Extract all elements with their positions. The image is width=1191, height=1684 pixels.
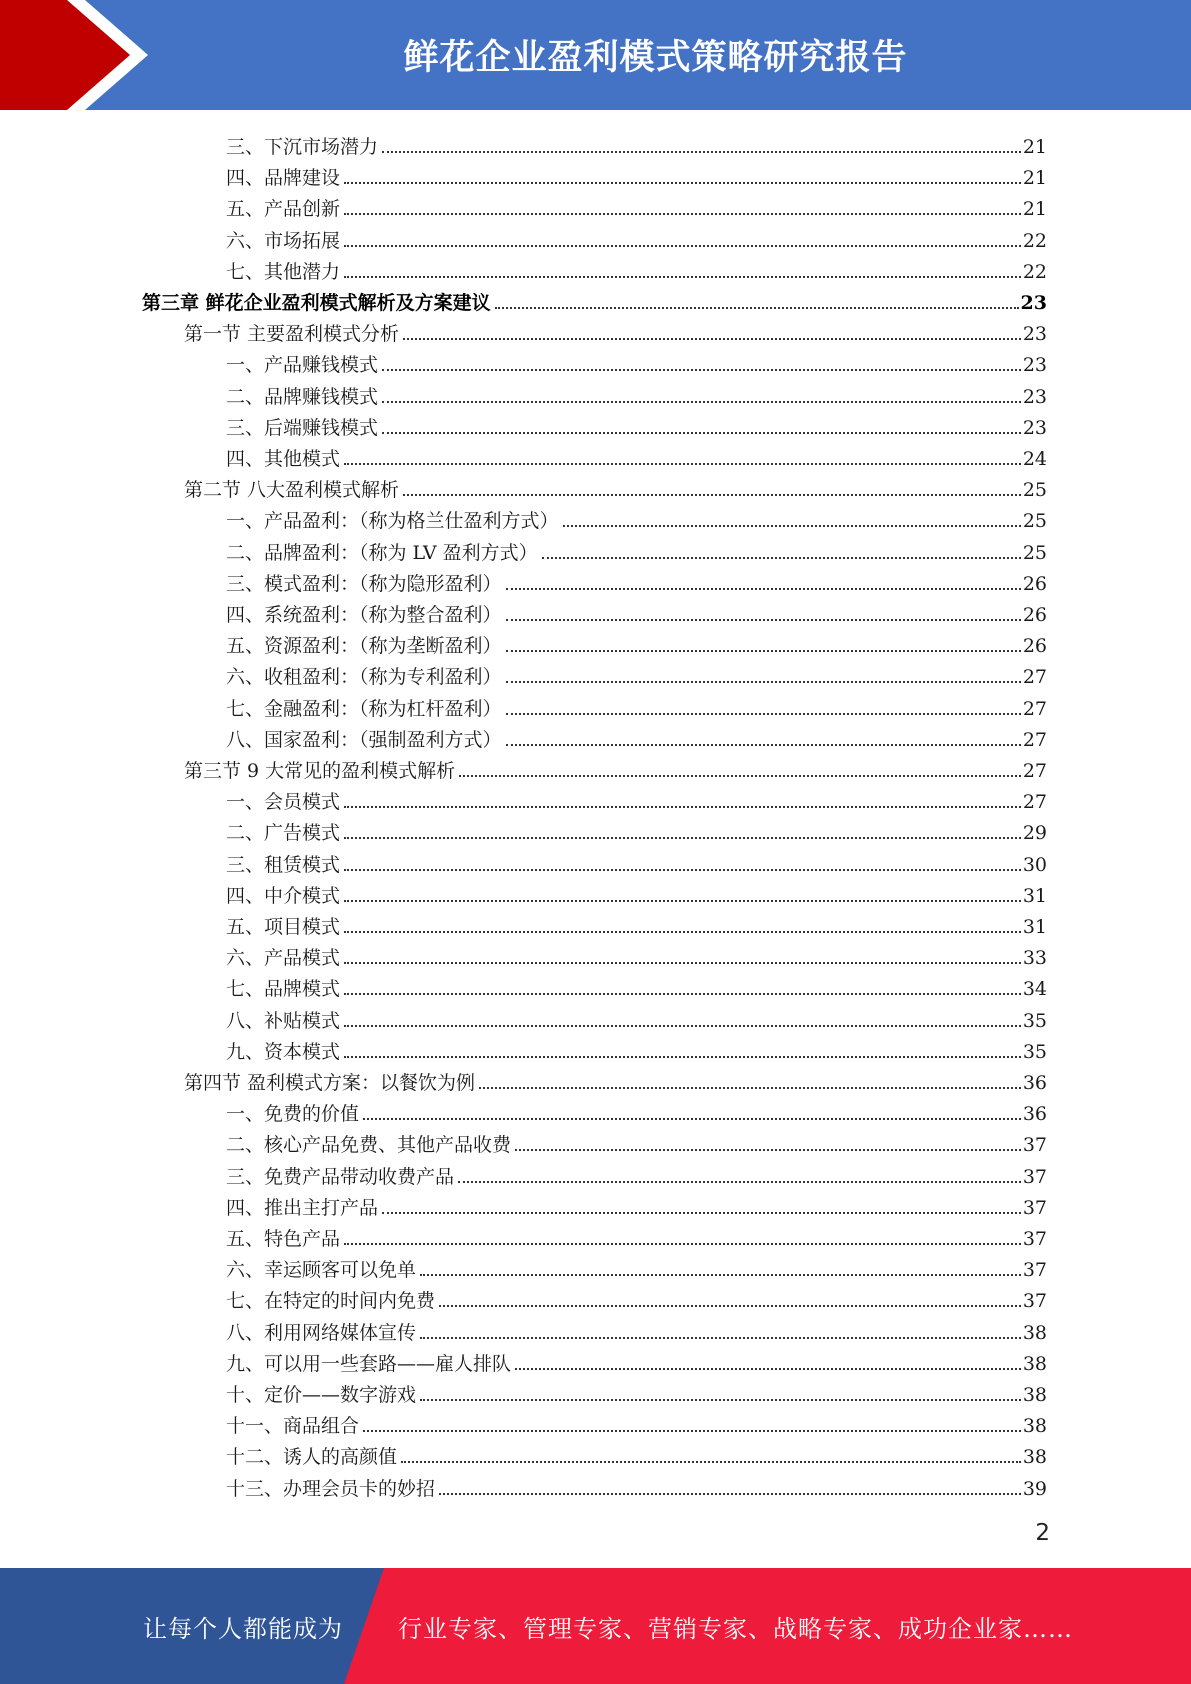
toc-entry[interactable] bbox=[226, 657, 1047, 688]
toc-dot-leader bbox=[344, 931, 1021, 933]
toc-entry-title: 十三、办理会员卡的妙招 bbox=[226, 1477, 436, 1500]
toc-entry[interactable] bbox=[226, 938, 1047, 969]
toc-entry-page: 22 bbox=[1022, 229, 1047, 252]
toc-entry-page: 37 bbox=[1022, 1196, 1047, 1219]
toc-entry-title: 七、其他潜力 bbox=[226, 260, 341, 283]
toc-entry[interactable] bbox=[226, 1250, 1047, 1281]
toc-entry[interactable] bbox=[226, 813, 1047, 844]
toc-entry-page: 23 bbox=[1020, 292, 1047, 314]
toc-entry-title: 一、产品盈利：（称为格兰仕盈利方式） bbox=[226, 510, 559, 533]
toc-entry-title: 五、产品创新 bbox=[226, 198, 341, 221]
toc-entry[interactable] bbox=[226, 1032, 1047, 1063]
toc-entry[interactable] bbox=[226, 782, 1047, 813]
toc-dot-leader bbox=[506, 744, 1021, 746]
toc-dot-leader bbox=[459, 775, 1021, 777]
toc-entry-page: 27 bbox=[1022, 791, 1047, 814]
toc-entry-page: 31 bbox=[1022, 884, 1047, 907]
toc-entry[interactable] bbox=[226, 1219, 1047, 1250]
toc-entry[interactable] bbox=[226, 1375, 1047, 1406]
footer-slogan-right: 行业专家、管理专家、营销专家、战略专家、成功企业家…… bbox=[398, 1614, 1073, 1643]
toc-entry-page: 36 bbox=[1022, 1103, 1047, 1126]
toc-entry[interactable] bbox=[226, 1469, 1047, 1500]
toc-entry-page: 29 bbox=[1022, 822, 1047, 845]
toc-dot-leader bbox=[344, 1056, 1021, 1058]
toc-entry-page: 38 bbox=[1022, 1415, 1047, 1438]
toc-entry-title: 六、幸运顾客可以免单 bbox=[226, 1259, 417, 1282]
toc-entry-page: 37 bbox=[1022, 1228, 1047, 1250]
toc-entry[interactable] bbox=[226, 1344, 1047, 1375]
toc-dot-leader bbox=[344, 276, 1021, 278]
toc-entry-title: 七、在特定的时间内免费 bbox=[226, 1290, 436, 1313]
toc-entry-page: 33 bbox=[1022, 947, 1047, 970]
toc-entry-page: 37 bbox=[1022, 1134, 1047, 1157]
toc-entry-title: 五、项目模式 bbox=[226, 916, 341, 938]
toc-entry-page: 38 bbox=[1022, 1446, 1047, 1469]
toc-dot-leader bbox=[439, 1305, 1021, 1307]
toc-entry-page: 26 bbox=[1022, 572, 1047, 595]
toc-entry-page: 27 bbox=[1022, 697, 1047, 720]
toc-dot-leader bbox=[344, 993, 1021, 995]
toc-entry-page: 38 bbox=[1022, 1352, 1047, 1375]
toc-entry[interactable] bbox=[142, 283, 1047, 314]
toc-entry-page: 37 bbox=[1022, 1290, 1047, 1313]
toc-entry-title: 六、产品模式 bbox=[226, 947, 341, 970]
toc-dot-leader bbox=[420, 1337, 1021, 1339]
toc-entry-page: 21 bbox=[1022, 198, 1047, 221]
toc-entry-page: 21 bbox=[1022, 136, 1047, 158]
toc-dot-leader bbox=[344, 900, 1021, 902]
toc-entry[interactable] bbox=[184, 470, 1047, 501]
toc-entry-title: 四、品牌建设 bbox=[226, 167, 341, 190]
toc-entry[interactable] bbox=[226, 969, 1047, 1000]
toc-dot-leader bbox=[344, 869, 1021, 871]
toc-entry[interactable] bbox=[226, 1281, 1047, 1312]
toc-dot-leader bbox=[515, 1149, 1021, 1151]
toc-dot-leader bbox=[382, 432, 1021, 434]
toc-entry[interactable] bbox=[226, 626, 1047, 657]
toc-dot-leader bbox=[382, 1212, 1021, 1214]
toc-entry-page: 25 bbox=[1022, 541, 1047, 564]
toc-dot-leader bbox=[401, 1461, 1021, 1463]
page-header bbox=[0, 0, 1191, 110]
toc-entry-title: 十、定价——数字游戏 bbox=[226, 1384, 417, 1406]
toc-entry-title: 三、模式盈利：（称为隐形盈利） bbox=[226, 572, 502, 595]
toc-entry-title: 八、利用网络媒体宣传 bbox=[226, 1321, 417, 1344]
toc-entry-page: 31 bbox=[1022, 916, 1047, 938]
toc-entry-title: 三、租赁模式 bbox=[226, 853, 341, 876]
toc-entry-page: 24 bbox=[1022, 448, 1047, 470]
toc-entry-title: 第三章 鲜花企业盈利模式解析及方案建议 bbox=[142, 292, 491, 314]
toc-dot-leader bbox=[420, 1399, 1021, 1401]
toc-entry-page: 37 bbox=[1022, 1165, 1047, 1188]
toc-entry-page: 23 bbox=[1022, 416, 1047, 439]
toc-entry[interactable] bbox=[226, 876, 1047, 907]
toc-entry-title: 七、金融盈利：（称为杠杆盈利） bbox=[226, 697, 502, 720]
toc-entry-page: 30 bbox=[1022, 853, 1047, 876]
page-number: 2 bbox=[1035, 1520, 1050, 1546]
toc-entry-title: 十一、商品组合 bbox=[226, 1415, 360, 1438]
toc-entry-page: 35 bbox=[1022, 1009, 1047, 1032]
toc-entry-title: 二、广告模式 bbox=[226, 822, 341, 845]
toc-dot-leader bbox=[506, 713, 1021, 715]
toc-entry-title: 六、市场拓展 bbox=[226, 229, 341, 252]
toc-entry-page: 25 bbox=[1022, 479, 1047, 502]
toc-entry-page: 35 bbox=[1022, 1040, 1047, 1063]
toc-dot-leader bbox=[506, 650, 1021, 652]
toc-entry[interactable] bbox=[226, 1157, 1047, 1188]
toc-entry-title: 四、中介模式 bbox=[226, 884, 341, 907]
toc-dot-leader bbox=[542, 557, 1021, 559]
toc-entry[interactable] bbox=[226, 501, 1047, 532]
toc-entry[interactable] bbox=[226, 689, 1047, 720]
toc-entry-page: 34 bbox=[1022, 978, 1047, 1001]
toc-dot-leader bbox=[403, 494, 1021, 496]
toc-entry-title: 二、核心产品免费、其他产品收费 bbox=[226, 1134, 512, 1157]
toc-entry[interactable] bbox=[226, 533, 1047, 564]
toc-dot-leader bbox=[563, 525, 1021, 527]
toc-dot-leader bbox=[439, 1493, 1021, 1495]
toc-entry-title: 第一节 主要盈利模式分析 bbox=[184, 323, 400, 346]
toc-entry[interactable] bbox=[226, 595, 1047, 626]
toc-entry-title: 三、下沉市场潜力 bbox=[226, 136, 379, 158]
toc-dot-leader bbox=[344, 837, 1021, 839]
toc-entry-page: 22 bbox=[1022, 260, 1047, 283]
toc-entry[interactable] bbox=[226, 1094, 1047, 1125]
toc-entry-title: 第三节 9 大常见的盈利模式解析 bbox=[184, 760, 456, 782]
toc-dot-leader bbox=[506, 588, 1021, 590]
toc-dot-leader bbox=[344, 182, 1021, 184]
toc-entry[interactable] bbox=[226, 1313, 1047, 1344]
toc-entry-title: 二、品牌盈利：（称为 LV 盈利方式） bbox=[226, 541, 538, 564]
toc-dot-leader bbox=[344, 213, 1021, 215]
toc-entry-title: 第四节 盈利模式方案：以餐饮为例 bbox=[184, 1072, 476, 1094]
toc-entry-page: 23 bbox=[1022, 323, 1047, 346]
toc-dot-leader bbox=[344, 806, 1021, 808]
toc-entry-title: 一、产品赚钱模式 bbox=[226, 354, 379, 377]
toc-entry-page: 25 bbox=[1022, 510, 1047, 533]
toc-dot-leader bbox=[363, 1118, 1021, 1120]
toc-entry-page: 21 bbox=[1022, 167, 1047, 190]
toc-entry-title: 七、品牌模式 bbox=[226, 978, 341, 1001]
toc-dot-leader bbox=[515, 1368, 1021, 1370]
toc-entry[interactable] bbox=[226, 127, 1047, 158]
toc-entry-title: 六、收租盈利：（称为专利盈利） bbox=[226, 666, 502, 689]
toc-entry[interactable] bbox=[226, 345, 1047, 376]
toc-entry[interactable] bbox=[226, 377, 1047, 408]
toc-entry[interactable] bbox=[184, 751, 1047, 782]
toc-entry-page: 36 bbox=[1022, 1072, 1047, 1094]
toc-entry-title: 九、资本模式 bbox=[226, 1040, 341, 1063]
toc-entry-page: 27 bbox=[1022, 728, 1047, 751]
toc-entry[interactable] bbox=[184, 1063, 1047, 1094]
toc-entry-title: 五、资源盈利：（称为垄断盈利） bbox=[226, 635, 502, 658]
toc-entry-title: 三、免费产品带动收费产品 bbox=[226, 1165, 455, 1188]
toc-entry-title: 一、会员模式 bbox=[226, 791, 341, 814]
toc-entry-title: 四、推出主打产品 bbox=[226, 1196, 379, 1219]
toc-entry-title: 八、补贴模式 bbox=[226, 1009, 341, 1032]
toc-dot-leader bbox=[363, 1430, 1021, 1432]
toc-dot-leader bbox=[495, 307, 1019, 309]
toc-dot-leader bbox=[403, 338, 1021, 340]
toc-entry-page: 23 bbox=[1022, 385, 1047, 408]
toc-entry[interactable] bbox=[226, 1188, 1047, 1219]
footer-slogan-left: 让每个人都能成为 bbox=[143, 1614, 343, 1643]
toc-entry[interactable] bbox=[226, 1001, 1047, 1032]
toc-entry-page: 27 bbox=[1022, 666, 1047, 689]
toc-dot-leader bbox=[382, 151, 1021, 153]
toc-entry[interactable] bbox=[226, 158, 1047, 189]
toc-entry-title: 五、特色产品 bbox=[226, 1228, 341, 1250]
toc-entry-page: 26 bbox=[1022, 604, 1047, 626]
toc-entry[interactable] bbox=[226, 189, 1047, 220]
toc-entry-title: 第二节 八大盈利模式解析 bbox=[184, 479, 400, 502]
toc-dot-leader bbox=[382, 401, 1021, 403]
toc-entry-page: 37 bbox=[1022, 1259, 1047, 1282]
toc-entry[interactable] bbox=[226, 408, 1047, 439]
toc-entry-title: 八、国家盈利：（强制盈利方式） bbox=[226, 728, 502, 751]
toc-entry[interactable] bbox=[184, 314, 1047, 345]
toc-entry-page: 39 bbox=[1022, 1477, 1047, 1500]
toc-entry-title: 四、其他模式 bbox=[226, 448, 341, 470]
toc-entry-page: 27 bbox=[1022, 760, 1047, 782]
toc-entry[interactable] bbox=[226, 845, 1047, 876]
toc-dot-leader bbox=[458, 1181, 1021, 1183]
toc-entry[interactable] bbox=[226, 720, 1047, 751]
toc-entry[interactable] bbox=[226, 1125, 1047, 1156]
toc-dot-leader bbox=[344, 962, 1021, 964]
toc-entry[interactable] bbox=[226, 564, 1047, 595]
toc-entry-page: 26 bbox=[1022, 635, 1047, 658]
toc-dot-leader bbox=[344, 463, 1021, 465]
toc-dot-leader bbox=[420, 1274, 1021, 1276]
toc-dot-leader bbox=[344, 1243, 1021, 1245]
toc-dot-leader bbox=[344, 1025, 1021, 1027]
toc-dot-leader bbox=[506, 619, 1021, 621]
toc-entry[interactable] bbox=[226, 252, 1047, 283]
document-title: 鲜花企业盈利模式策略研究报告 bbox=[403, 38, 908, 78]
toc-entry-title: 九、可以用一些套路——雇人排队 bbox=[226, 1352, 512, 1375]
toc-entry[interactable] bbox=[226, 439, 1047, 470]
page-footer bbox=[0, 1568, 1191, 1684]
toc-entry-title: 三、后端赚钱模式 bbox=[226, 416, 379, 439]
toc-entry-page: 38 bbox=[1022, 1321, 1047, 1344]
toc-entry-title: 一、免费的价值 bbox=[226, 1103, 360, 1126]
toc-entry[interactable] bbox=[226, 221, 1047, 252]
toc-entry-title: 二、品牌赚钱模式 bbox=[226, 385, 379, 408]
toc-entry[interactable] bbox=[226, 907, 1047, 938]
toc-entry[interactable] bbox=[226, 1406, 1047, 1437]
toc-entry-title: 四、系统盈利：（称为整合盈利） bbox=[226, 604, 502, 626]
toc-entry-title: 十二、诱人的高颜值 bbox=[226, 1446, 398, 1469]
toc-entry[interactable] bbox=[226, 1437, 1047, 1468]
toc-entry-page: 23 bbox=[1022, 354, 1047, 377]
toc-entry-page: 38 bbox=[1022, 1384, 1047, 1406]
toc-dot-leader bbox=[506, 681, 1021, 683]
toc-dot-leader bbox=[344, 245, 1021, 247]
toc-dot-leader bbox=[382, 369, 1021, 371]
toc-dot-leader bbox=[479, 1087, 1021, 1089]
